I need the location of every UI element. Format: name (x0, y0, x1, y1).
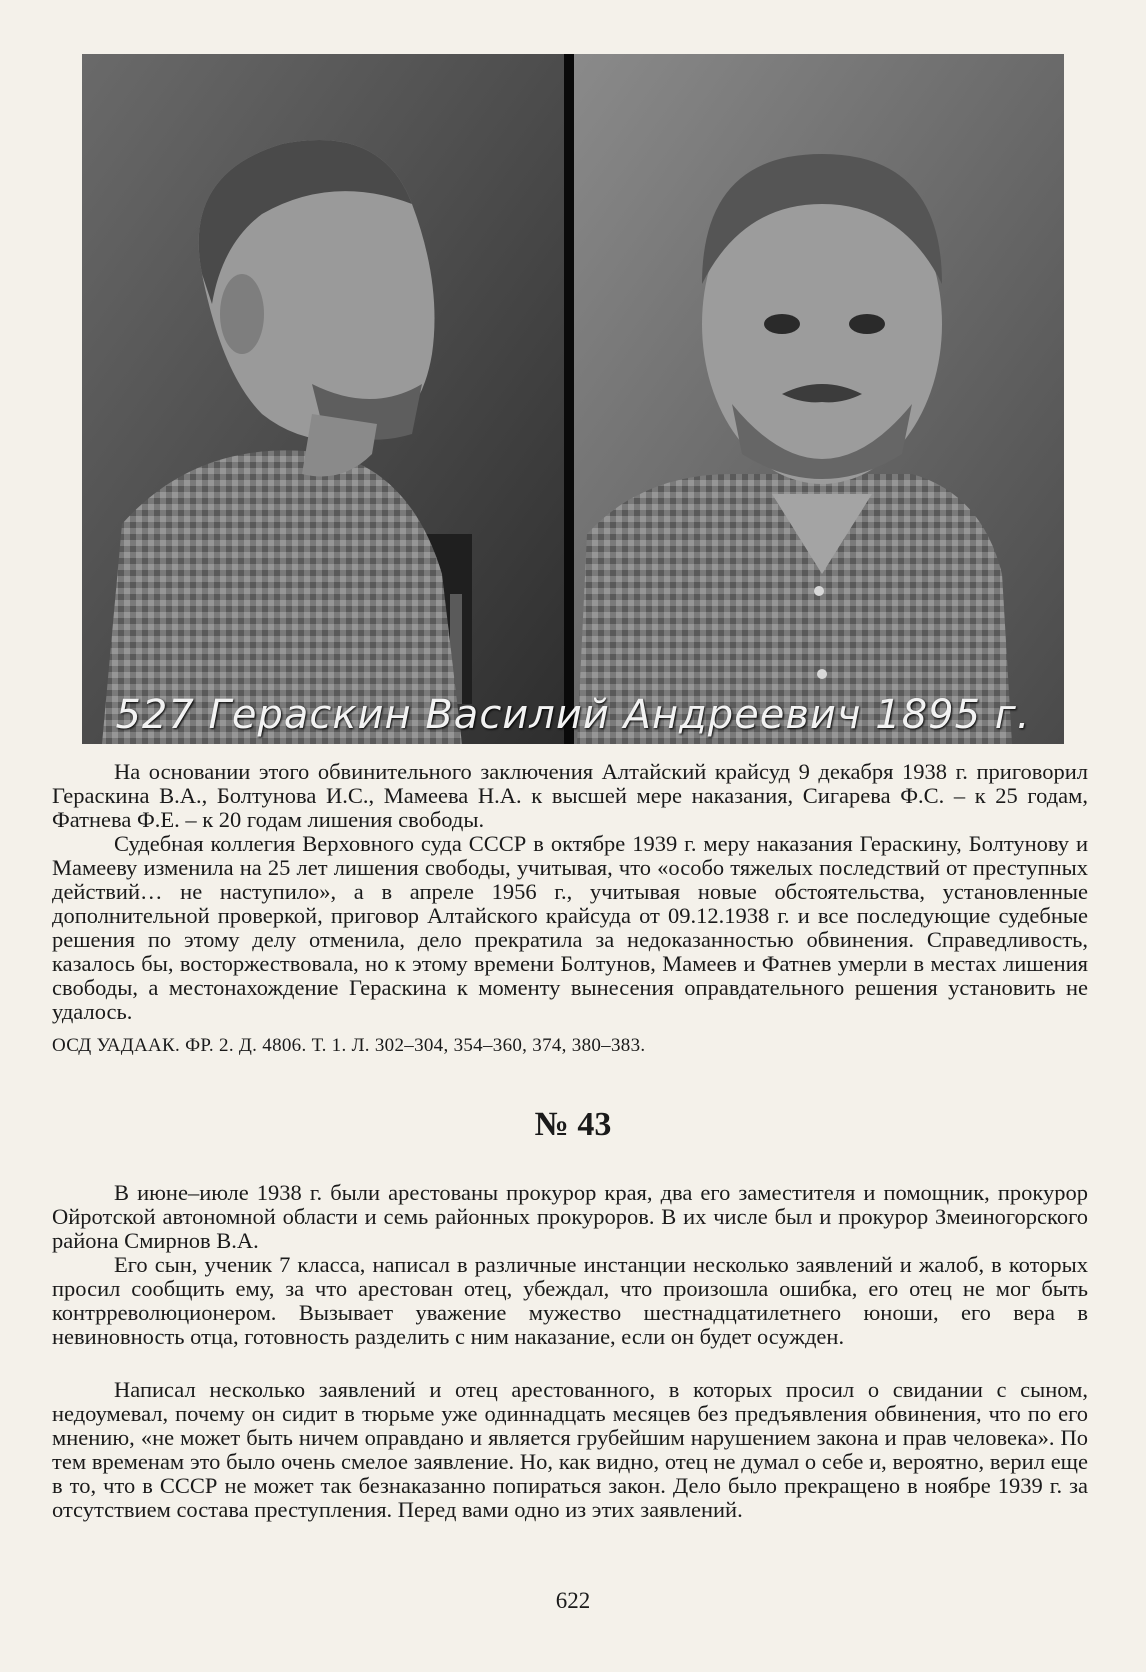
right-eye (849, 314, 885, 334)
mugshot-photo (82, 54, 1064, 744)
paragraph: В июне–июле 1938 г. были арестованы прокурор края, два его заместителя и помощник, прокурор Ойротской автономной области и семь районных прокуроров. В их числе был и прокурор Змеиногорского района Смирнов В.А. (52, 1180, 1088, 1253)
paragraph: На основании этого обвинительного заключения Алтайский крайсуд 9 декабря 1938 г. приговорил Гераскина В.А., Болтунова И.С., Мамеева Н.А. к высшей мере наказания, Сигарева Ф.С. – к 25 годам, Фатнева Ф.Е. – к 20 годам лишения свободы. (52, 759, 1088, 832)
mugshot-image (82, 54, 1064, 744)
paragraph: Его сын, ученик 7 класса, написал в различные инстанции несколько заявлений и жалоб, в которых просил сообщить ему, за что арестован отец, убеждал, что произошла ошибка, его отец не мог быть контрреволюционером. Вызывает уважение мужество шестнадцатилетнего юноши, его вера в невиновность отца, готовность разделить с ним наказание, если он будет осужден. (52, 1252, 1088, 1349)
page-number: 622 (555, 1588, 591, 1613)
archive-source: ОСД УАДААК. ФР. 2. Д. 4806. Т. 1. Л. 302–304, 354–360, 374, 380–383. (52, 1035, 646, 1056)
profile-ear (220, 274, 264, 354)
paragraph-appeal (52, 832, 1088, 1024)
document-number: № 43 (534, 1106, 612, 1143)
paragraph-verdict (52, 760, 1088, 832)
photo-caption: 527 Гераскин Василий Андреевич 1895 г. (115, 692, 1031, 738)
paragraph: Написал несколько заявлений и отец арестованного, в которых просил о свидании с сыном, недоумевал, почему он сидит в тюрьме уже одиннадцать месяцев без предъявления обвинения, что по его мнению, «не может быть ничем оправдано и является грубейшим нарушением закона и прав человека». По тем временам это было очень смелое заявление. Но, как видно, отец не думал о себе и, вероятно, верил еще в то, что в СССР не может так безнаказанно попираться закон. Дело было прекращено в ноябре 1939 г. за отсутствием состава преступления. Перед вами одно из этих заявлений. (52, 1377, 1088, 1522)
shirt-button (817, 669, 827, 679)
paragraph-son (52, 1253, 1088, 1349)
paragraph-father (52, 1378, 1088, 1522)
left-eye (764, 314, 800, 334)
photo-divider (564, 54, 574, 744)
paragraph: Судебная коллегия Верховного суда СССР в октябре 1939 г. меру наказания Гераскину, Болтунову и Мамееву изменила на 25 лет лишения свободы, учитывая, что «особо тяжелых последствий от преступных действий… не наступило», а в апреле 1956 г., учитывая новые обстоятельства, установленные дополнительной проверкой, приговор Алтайского крайсуда от 09.12.1938 г. и все последующие судебные решения по этому делу отменила, дело прекратила за недоказанностью обвинения. Справедливость, казалось бы, восторжествовала, но к этому времени Болтунов, Мамеев и Фатнев умерли в местах лишения свободы, а местонахождение Гераскина к моменту вынесения оправдательного решения установить не удалось. (52, 831, 1088, 1024)
shirt-button (814, 586, 824, 596)
paragraph-arrests (52, 1181, 1088, 1253)
